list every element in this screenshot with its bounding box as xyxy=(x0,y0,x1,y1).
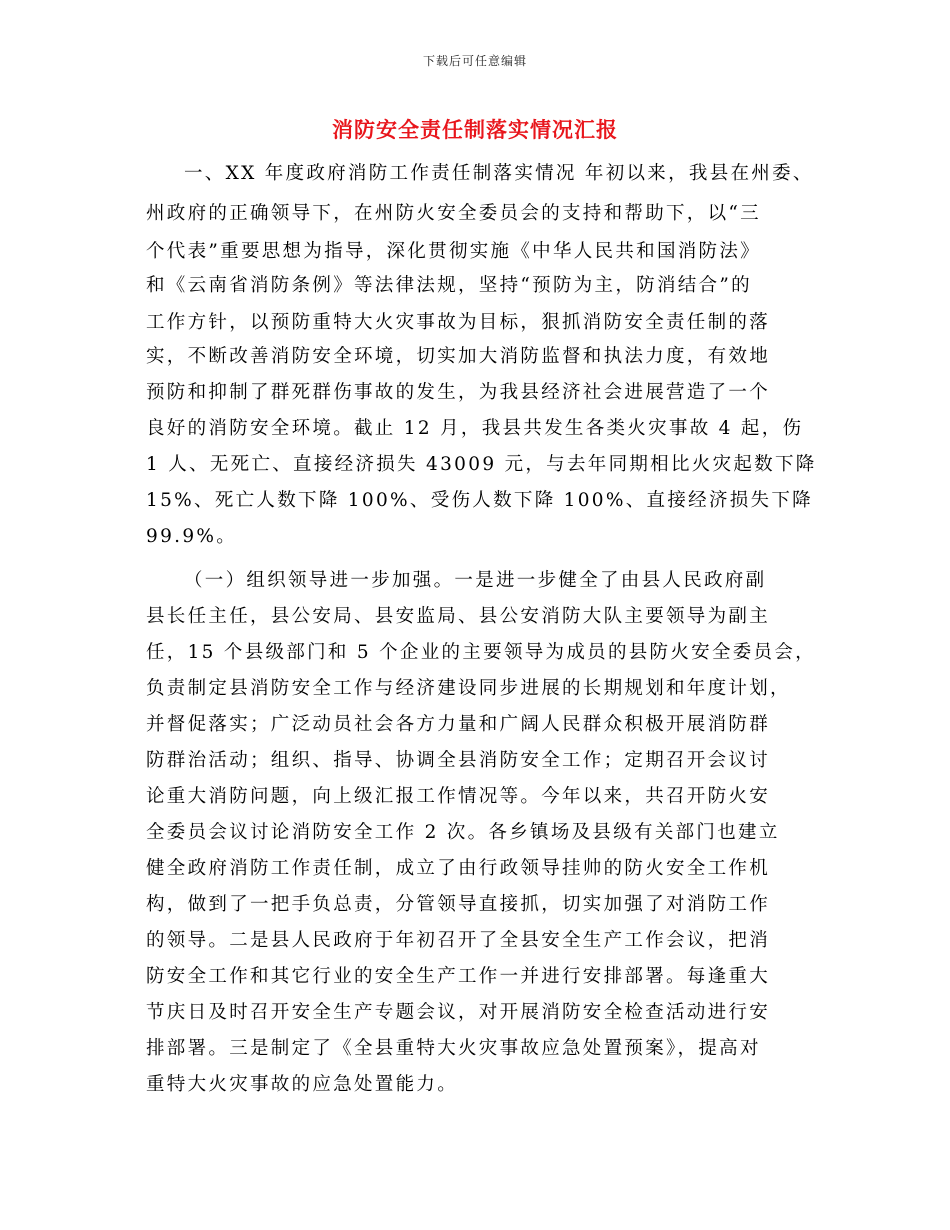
paragraph-line: 重特大火灾事故的应急处置能力。 xyxy=(146,1074,459,1095)
document-title: 消防安全责任制落实情况汇报 xyxy=(332,117,618,142)
paragraph-line: 防安全工作和其它行业的安全生产工作一并进行安排部署。每逢重大 xyxy=(146,966,771,987)
paragraph-line: 任，15 个县级部门和 5 个企业的主要领导为成员的县防火安全委员会， xyxy=(146,642,816,663)
paragraph-line: 州政府的正确领导下，在州防火安全委员会的支持和帮助下，以“三 xyxy=(146,203,761,224)
paragraph-line: 的领导。二是县人民政府于年初召开了全县安全生产工作会议，把消 xyxy=(146,930,771,951)
paragraph-line: 健全政府消防工作责任制，成立了由行政领导挂帅的防火安全工作机 xyxy=(146,858,771,879)
paragraph-line: 并督促落实；广泛动员社会各方力量和广阔人民群众积极开展消防群 xyxy=(146,714,771,735)
paragraph-line: 良好的消防安全环境。截止 12 月，我县共发生各类火灾事故 4 起，伤 xyxy=(146,418,804,439)
paragraph-line: 一、XX 年度政府消防工作责任制落实情况 年初以来，我县在州委、 xyxy=(184,163,814,184)
paragraph-line: 构，做到了一把手负总责，分管领导直接抓，切实加强了对消防工作 xyxy=(146,894,771,915)
paragraph-line: 1 人、无死亡、直接经济损失 43009 元，与去年同期相比火灾起数下降 xyxy=(146,454,817,475)
paragraph-line: 排部署。三是制定了《全县重特大火灾事故应急处置预案》，提高对 xyxy=(146,1038,761,1059)
paragraph-line: 工作方针，以预防重特大火灾事故为目标，狠抓消防安全责任制的落 xyxy=(146,312,771,333)
paragraph-line: 个代表”重要思想为指导，深化贯彻实施《中华人民共和国消防法》 xyxy=(146,241,761,262)
paragraph-line: 负责制定县消防安全工作与经济建设同步进展的长期规划和年度计划， xyxy=(146,678,791,699)
paragraph-line: 99.9%。 xyxy=(146,526,238,547)
paragraph-line: 县长任主任，县公安局、县安监局、县公安消防大队主要领导为副主 xyxy=(146,606,771,627)
paragraph-line: 全委员会议讨论消防安全工作 2 次。各乡镇场及县级有关部门也建立 xyxy=(146,822,780,843)
paragraph-line: 15%、死亡人数下降 100%、受伤人数下降 100%、直接经济损失下降 xyxy=(146,490,813,511)
paragraph-line: 和《云南省消防条例》等法律法规，坚持“预防为主，防消结合”的 xyxy=(146,275,752,296)
paragraph-line: 实，不断改善消防安全环境，切实加大消防监督和执法力度，有效地 xyxy=(146,346,771,367)
paragraph-line: 防群治活动；组织、指导、协调全县消防安全工作；定期召开会议讨 xyxy=(146,750,771,771)
paragraph-line: 预防和抑制了群死群伤事故的发生，为我县经济社会进展营造了一个 xyxy=(146,382,771,403)
paragraph-line: 节庆日及时召开安全生产专题会议，对开展消防安全检查活动进行安 xyxy=(146,1002,771,1023)
header-note: 下载后可任意编辑 xyxy=(422,54,527,68)
paragraph-line: （一）组织领导进一步加强。一是进一步健全了由县人民政府副 xyxy=(184,570,767,591)
paragraph-line: 论重大消防问题，向上级汇报工作情况等。今年以来，共召开防火安 xyxy=(146,786,771,807)
